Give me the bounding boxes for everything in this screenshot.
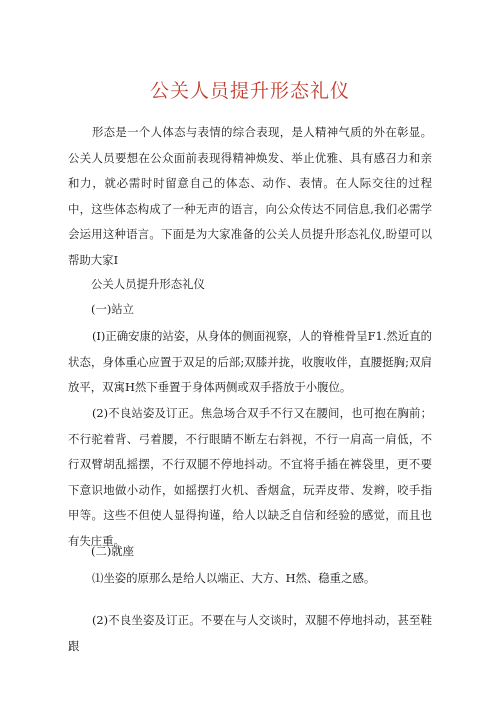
intro-paragraph: 形态是一个人体态与表情的综合表现，是人精神气质的外在彰显。公关人员要想在公众面前表现得精神焕发、举止优雅、具有感召力和亲和力，就必需时时留意自己的体态、动作、表情。在人际交往的过程中，这些体态构成了一种无声的语言，向公众传达不同信息,我们必需学会运用这种语言。下面是为大家准备的公关人员提升形态礼仪,盼望可以帮助大家I [68, 125, 432, 267]
paragraph-standing-bad: (2)不良站姿及订正。焦急场合双手不行又在腰间，也可抱在胸前；不行驼着背、弓着腰，不行眼睛不断左右斜视，不行一肩高一肩低，不行双臂胡乱摇摆，不行双腿不停地抖动。不宜将手插在裤袋里，更不要下意识地做小动作，如摇摆打火机、香烟盒，玩弄皮带、发辫，咬手指甲等。这些不但使人显得拘谨，给人以缺乏自信和经验的感觉，而且也有失庄重。 [68, 406, 432, 548]
paragraph-standing-correct: (I)正确安康的站姿，从身体的侧面视察，人的脊椎骨呈F1.然近直的状态，身体重心应置于双足的后部;双膝并拢，收腹收伴，直腰挺胸;双肩放平，双寓H然下垂置于身体两侧或双手搭放于小腹位。 [68, 329, 432, 394]
section-heading-standing: (一)站立 [91, 302, 135, 316]
section-subtitle: 公关人员提升形态礼仪 [91, 277, 205, 291]
page-title: 公关人员提升形态礼仪 [149, 80, 350, 102]
section-heading-sitting: (二)就座 [91, 544, 135, 558]
paragraph-sitting-principle: ⑴坐姿的原那么是给人以端正、大方、H然、稳重之感。 [91, 571, 376, 585]
paragraph-sitting-bad: (2)不良坐姿及订正。不要在与人交谈时，双腿不停地抖动，甚至鞋跟 [68, 613, 432, 653]
